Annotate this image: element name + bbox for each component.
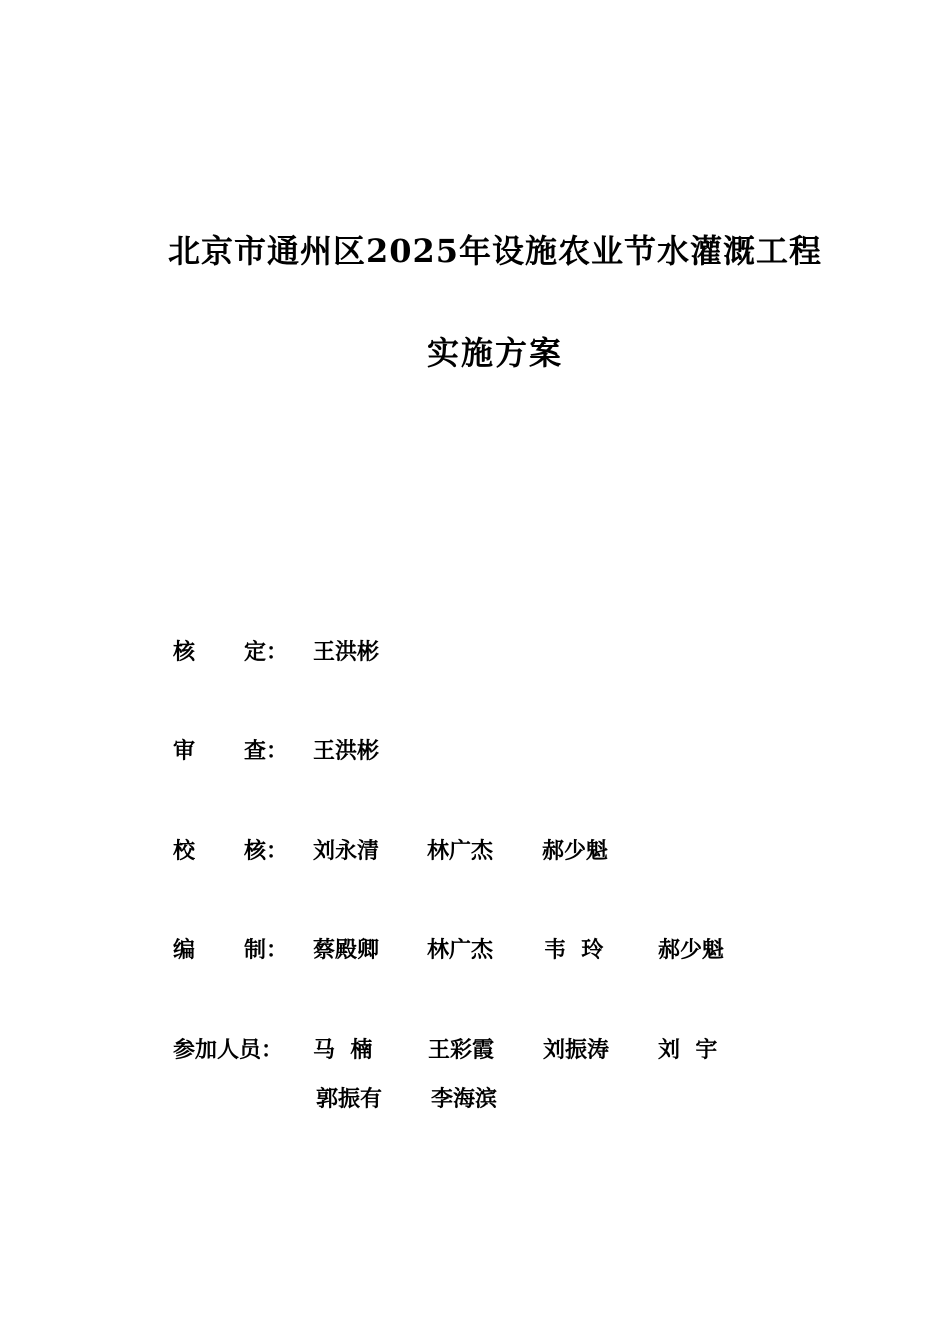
role-label-char: 编 bbox=[173, 937, 196, 963]
role-label bbox=[173, 834, 288, 865]
person-name: 李海滨 bbox=[431, 1086, 498, 1112]
role-label bbox=[173, 635, 288, 666]
person-name: 林广杰 bbox=[427, 937, 494, 963]
person-name: 韦 玲 bbox=[544, 937, 604, 963]
role-label bbox=[173, 933, 288, 964]
document-title-line-1: 北京市通州区2025年设施农业节水灌溉工程 bbox=[167, 232, 823, 270]
person-name: 郝少魁 bbox=[658, 937, 725, 963]
person-name: 马 楠 bbox=[313, 1037, 373, 1063]
person-name: 王洪彬 bbox=[313, 738, 380, 764]
role-label-char: 核 bbox=[173, 639, 196, 665]
role-label-text: 参加人员： bbox=[173, 1037, 284, 1063]
role-label-char: 制： bbox=[243, 937, 288, 963]
person-name: 王洪彬 bbox=[313, 639, 380, 665]
person-name: 刘永清 bbox=[313, 838, 380, 864]
person-name: 郭振有 bbox=[316, 1086, 383, 1112]
role-label bbox=[173, 1033, 288, 1064]
person-name: 林广杰 bbox=[427, 838, 494, 864]
person-name: 王彩霞 bbox=[428, 1037, 495, 1063]
role-label-char: 校 bbox=[173, 838, 196, 864]
role-label-char: 审 bbox=[173, 738, 196, 764]
role-label-char: 核： bbox=[243, 838, 288, 864]
person-name: 郝少魁 bbox=[542, 838, 609, 864]
role-label bbox=[173, 734, 288, 765]
role-label-char: 定： bbox=[243, 639, 288, 665]
person-name: 刘振涛 bbox=[543, 1037, 610, 1063]
person-name: 蔡殿卿 bbox=[313, 937, 380, 963]
document-title-line-2: 实施方案 bbox=[426, 334, 563, 372]
person-name: 刘 宇 bbox=[658, 1037, 718, 1063]
role-label-char: 查： bbox=[243, 738, 288, 764]
